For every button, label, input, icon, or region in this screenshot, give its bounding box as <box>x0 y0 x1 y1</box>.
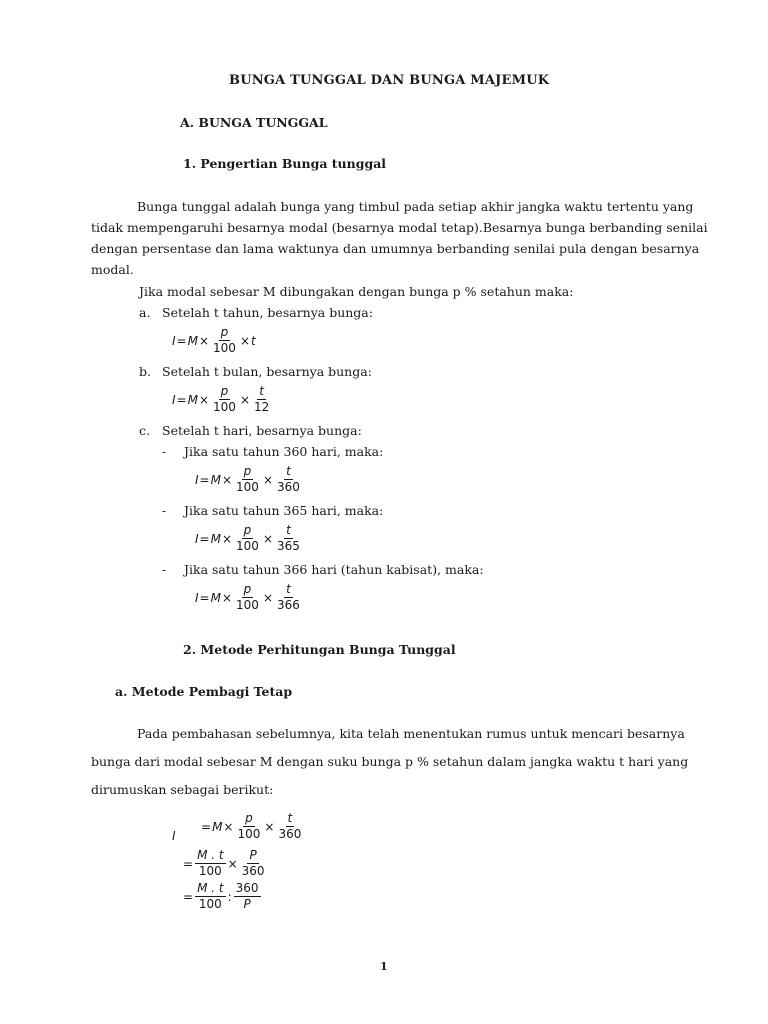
math-var: M <box>212 819 223 834</box>
subheading-1: 1. Pengertian Bunga tunggal <box>183 156 387 171</box>
derivation-step-3 <box>182 882 262 911</box>
denominator: 100 <box>213 341 236 356</box>
math-var: t <box>251 333 256 348</box>
denominator: 100 <box>213 400 236 415</box>
math-op: = <box>183 856 194 871</box>
math-op: × <box>264 819 275 834</box>
fraction <box>195 849 226 878</box>
denominator: 100 <box>198 897 222 912</box>
fraction <box>234 524 261 553</box>
formula-366-days <box>195 583 303 612</box>
derivation-step-1 <box>200 812 304 841</box>
denominator: 365 <box>277 539 300 554</box>
math-var: I <box>195 531 199 546</box>
math-op: = <box>201 819 212 834</box>
paragraph-3-line-2: bunga dari modal sebesar M dengan suku bunga p % setahun dalam jangka waktu t hari yang <box>91 754 689 769</box>
denominator: 360 <box>277 480 300 495</box>
derivation-lhs <box>172 829 176 843</box>
numerator: p <box>219 385 231 400</box>
fraction <box>240 849 267 878</box>
paragraph-1-line-2: tidak mempengaruhi besarnya modal (besarnya modal tetap).Besarnya bunga berbanding senilai <box>91 220 708 235</box>
paragraph-3-line-3: dirumuskan sebagai berikut: <box>91 782 274 797</box>
math-op: × <box>262 472 273 487</box>
math-op: = <box>176 333 187 348</box>
math-op: × <box>221 531 233 546</box>
math-op: × <box>198 333 210 348</box>
list-item-b: Setelah t bulan, besarnya bunga: <box>162 364 372 379</box>
fraction <box>275 465 302 494</box>
list-item-c: Setelah t hari, besarnya bunga: <box>162 423 362 438</box>
math-var: M <box>210 531 221 546</box>
math-var: M <box>187 392 198 407</box>
math-op: × <box>223 819 234 834</box>
math-op: × <box>262 590 273 605</box>
denominator: 360 <box>278 827 302 842</box>
numerator: p <box>242 465 254 480</box>
denominator: P <box>243 897 251 912</box>
fraction <box>235 812 262 841</box>
math-op: × <box>239 333 250 348</box>
fraction <box>252 385 271 414</box>
list-marker-b: b. <box>139 364 151 379</box>
document-title: BUNGA TUNGGAL DAN BUNGA MAJEMUK <box>229 73 550 88</box>
numerator: p <box>243 812 255 827</box>
formula-years <box>172 326 256 355</box>
denominator: 100 <box>236 539 259 554</box>
math-op: × <box>227 856 238 871</box>
list-marker-c: c. <box>139 423 150 438</box>
denominator: 366 <box>277 598 300 613</box>
subheading-2a: a. Metode Pembagi Tetap <box>115 684 293 699</box>
subheading-2: 2. Metode Perhitungan Bunga Tunggal <box>183 642 456 657</box>
fraction <box>234 882 261 911</box>
numerator: t <box>286 812 295 827</box>
numerator: p <box>242 583 254 598</box>
denominator: 100 <box>237 827 261 842</box>
dash-item-360: Jika satu tahun 360 hari, maka: <box>184 444 384 459</box>
list-item-a: Setelah t tahun, besarnya bunga: <box>162 305 373 320</box>
math-op: = <box>183 889 194 904</box>
dash-item-365: Jika satu tahun 365 hari, maka: <box>184 503 384 518</box>
page-number: 1 <box>380 960 388 973</box>
fraction <box>211 385 238 414</box>
numerator: P <box>247 849 258 864</box>
dash-marker-1: - <box>162 444 167 459</box>
numerator: p <box>219 326 231 341</box>
numerator: t <box>284 524 293 539</box>
denominator: 100 <box>236 598 259 613</box>
math-op: = <box>199 590 210 605</box>
section-heading-a: A. BUNGA TUNGGAL <box>180 115 328 130</box>
math-var: I <box>172 392 176 407</box>
paragraph-1-line-1: Bunga tunggal adalah bunga yang timbul pada setiap akhir jangka waktu tertentu yang <box>137 199 694 214</box>
math-op: × <box>221 472 233 487</box>
paragraph-1-line-3: dengan persentase dan lama waktunya dan umumnya berbanding senilai pula dengan besarnya <box>91 241 700 256</box>
math-op: × <box>239 392 250 407</box>
fraction <box>234 465 261 494</box>
numerator: M . t <box>195 882 226 897</box>
fraction <box>234 583 261 612</box>
math-var: I <box>195 590 199 605</box>
formula-365-days <box>195 524 303 553</box>
denominator: 12 <box>254 400 270 415</box>
math-op: : <box>227 889 232 904</box>
paragraph-2: Jika modal sebesar M dibungakan dengan bunga p % setahun maka: <box>139 284 574 299</box>
math-var: I <box>195 472 199 487</box>
math-var: M <box>210 472 221 487</box>
paragraph-1-line-4: modal. <box>91 262 134 277</box>
numerator: 360 <box>234 882 261 897</box>
denominator: 100 <box>198 864 222 879</box>
math-var: I <box>172 829 176 843</box>
dash-item-366: Jika satu tahun 366 hari (tahun kabisat), maka: <box>184 562 484 577</box>
math-var: M <box>187 333 198 348</box>
dash-marker-3: - <box>162 562 167 577</box>
fraction <box>275 583 302 612</box>
fraction <box>276 812 303 841</box>
derivation-step-2 <box>182 849 268 878</box>
math-op: = <box>176 392 187 407</box>
fraction <box>211 326 238 355</box>
numerator: M . t <box>195 849 226 864</box>
numerator: p <box>242 524 254 539</box>
math-op: = <box>199 472 210 487</box>
dash-marker-2: - <box>162 503 167 518</box>
numerator: t <box>284 583 293 598</box>
formula-months <box>172 385 272 414</box>
math-op: × <box>198 392 210 407</box>
formula-360-days <box>195 465 303 494</box>
fraction <box>275 524 302 553</box>
denominator: 360 <box>241 864 265 879</box>
math-var: I <box>172 333 176 348</box>
numerator: t <box>284 465 293 480</box>
numerator: t <box>257 385 266 400</box>
math-var: M <box>210 590 221 605</box>
fraction <box>195 882 226 911</box>
math-op: × <box>221 590 233 605</box>
paragraph-3-line-1: Pada pembahasan sebelumnya, kita telah menentukan rumus untuk mencari besarnya <box>137 726 685 741</box>
list-marker-a: a. <box>139 305 151 320</box>
denominator: 100 <box>236 480 259 495</box>
math-op: = <box>199 531 210 546</box>
math-op: × <box>262 531 273 546</box>
